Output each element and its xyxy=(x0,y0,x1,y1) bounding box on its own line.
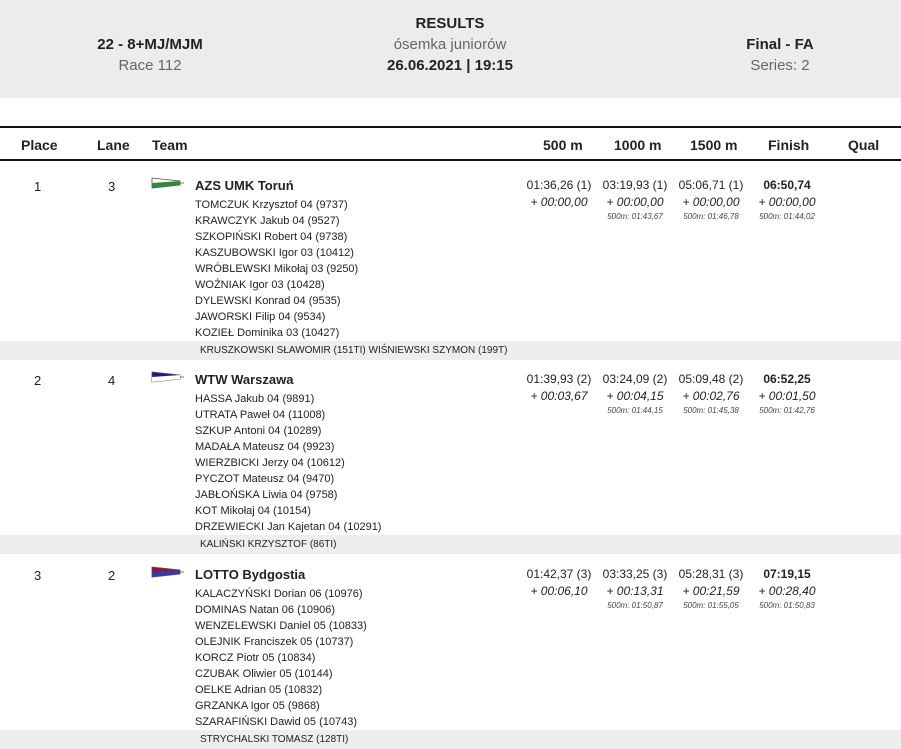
split-500m: 500m: 01:42,76 xyxy=(759,406,815,415)
race-datetime: 26.06.2021 | 19:15 xyxy=(387,57,513,74)
split-500m: 500m: 01:45,38 xyxy=(683,406,739,415)
col-qual: Qual xyxy=(848,137,880,153)
split-time: 05:28,31 (3) xyxy=(678,567,744,581)
race-series: Series: 2 xyxy=(750,57,810,74)
table-row xyxy=(0,553,901,748)
split-500m: 500m: 01:50,83 xyxy=(759,601,815,610)
page-title: RESULTS xyxy=(415,15,485,32)
crew-member: HASSA Jakub 04 (9891) xyxy=(195,393,315,405)
race-number: Race 112 xyxy=(118,57,182,74)
split-cell xyxy=(671,371,751,417)
crew-member: MADAŁA Mateusz 04 (9923) xyxy=(195,441,335,453)
crew-member: SZKOPIŃSKI Robert 04 (9738) xyxy=(195,231,348,243)
split-time: 07:19,15 xyxy=(763,567,811,581)
split-delta: + 00:21,59 xyxy=(682,584,740,598)
split-cell xyxy=(519,371,599,405)
split-cell xyxy=(747,566,827,612)
split-time: 05:06,71 (1) xyxy=(678,178,744,192)
split-time: 05:09,48 (2) xyxy=(678,372,744,386)
crew-member: UTRATA Paweł 04 (11008) xyxy=(195,409,326,421)
col-lane: Lane xyxy=(97,137,130,153)
results-header xyxy=(0,0,901,98)
split-500m: 500m: 01:43,67 xyxy=(607,212,663,221)
col-finish: Finish xyxy=(768,137,810,153)
crew-list xyxy=(195,391,381,535)
split-cell xyxy=(519,177,599,211)
phase-info xyxy=(680,35,880,77)
split-cell xyxy=(519,566,599,600)
crew-member: KORCZ Piotr 05 (10834) xyxy=(195,652,316,664)
split-500m: 500m: 01:46,78 xyxy=(683,212,739,221)
split-delta: + 00:01,50 xyxy=(758,389,816,403)
crew-member: JABŁOŃSKA Liwia 04 (9758) xyxy=(195,489,338,501)
col-1000m: 1000 m xyxy=(614,137,662,153)
split-time: 06:50,74 xyxy=(763,178,811,192)
coach-names: KALIŃSKI KRZYSZTOF (86TI) xyxy=(200,539,337,550)
split-cell xyxy=(595,371,675,417)
crew-member: JAWORSKI Filip 04 (9534) xyxy=(195,311,326,323)
coach-names: STRYCHALSKI TOMASZ (128TI) xyxy=(200,734,349,745)
table-row xyxy=(0,358,901,553)
split-time: 01:36,26 (1) xyxy=(526,178,592,192)
split-time: 01:42,37 (3) xyxy=(526,567,592,581)
split-delta: + 00:02,76 xyxy=(682,389,740,403)
crew-member: DRZEWIECKI Jan Kajetan 04 (10291) xyxy=(195,521,382,533)
table-header xyxy=(0,126,901,161)
crew-member: DOMINAS Natan 06 (10906) xyxy=(195,604,336,616)
crew-member: KOZIEŁ Dominika 03 (10427) xyxy=(195,327,340,339)
crew-member: SZARAFIŃSKI Dawid 05 (10743) xyxy=(195,716,358,728)
race-phase: Final - FA xyxy=(746,36,814,53)
split-500m: 500m: 01:50,87 xyxy=(607,601,663,610)
split-delta: + 00:03,67 xyxy=(530,389,588,403)
crew-member: WENZELEWSKI Daniel 05 (10833) xyxy=(195,620,367,632)
row-place: 2 xyxy=(34,373,42,388)
team-name[interactable]: AZS UMK Toruń xyxy=(195,178,294,193)
split-time: 03:19,93 (1) xyxy=(602,178,668,192)
crew-member: OLEJNIK Franciszek 05 (10737) xyxy=(195,636,354,648)
crew-member: KOT Mikołaj 04 (10154) xyxy=(195,505,311,517)
split-time: 06:52,25 xyxy=(763,372,811,386)
event-subtitle: ósemka juniorów xyxy=(393,36,507,53)
col-1500m: 1500 m xyxy=(690,137,738,153)
crew-member: KASZUBOWSKI Igor 03 (10412) xyxy=(195,247,354,259)
table-row xyxy=(0,164,901,359)
split-cell xyxy=(747,371,827,417)
row-place: 1 xyxy=(34,179,42,194)
row-lane: 3 xyxy=(108,179,116,194)
crew-member: SZKUP Antoni 04 (10289) xyxy=(195,425,322,437)
team-name[interactable]: WTW Warszawa xyxy=(195,372,294,387)
row-lane: 4 xyxy=(108,373,116,388)
crew-member: KALACZYŃSKI Dorian 06 (10976) xyxy=(195,588,363,600)
coach-row xyxy=(0,730,901,749)
title-block xyxy=(320,14,580,76)
event-code: 22 - 8+MJ/MJM xyxy=(97,36,203,53)
crew-member: KRAWCZYK Jakub 04 (9527) xyxy=(195,215,340,227)
blade-flag-icon xyxy=(150,176,184,190)
crew-member: CZUBAK Oliwier 05 (10144) xyxy=(195,668,333,680)
crew-member: WRÓBLEWSKI Mikołaj 03 (9250) xyxy=(195,263,359,275)
split-delta: + 00:13,31 xyxy=(606,584,664,598)
split-cell xyxy=(671,566,751,612)
split-delta: + 00:00,00 xyxy=(758,195,816,209)
blade-flag-icon xyxy=(150,565,184,579)
crew-member: GRZANKA Igor 05 (9868) xyxy=(195,700,320,712)
coach-names: KRUSZKOWSKI SŁAWOMIR (151TI) WIŚNIEWSKI SZYMON (199T) xyxy=(200,345,508,356)
split-delta: + 00:04,15 xyxy=(606,389,664,403)
team-name[interactable]: LOTTO Bydgostia xyxy=(195,567,306,582)
col-place: Place xyxy=(21,137,58,153)
split-cell xyxy=(595,566,675,612)
row-lane: 2 xyxy=(108,568,116,583)
event-info xyxy=(40,35,260,77)
split-time: 03:24,09 (2) xyxy=(602,372,668,386)
crew-member: PYCZOT Mateusz 04 (9470) xyxy=(195,473,335,485)
split-delta: + 00:06,10 xyxy=(530,584,588,598)
crew-member: DYLEWSKI Konrad 04 (9535) xyxy=(195,295,341,307)
split-delta: + 00:00,00 xyxy=(606,195,664,209)
col-team: Team xyxy=(152,137,188,153)
crew-member: OELKE Adrian 05 (10832) xyxy=(195,684,323,696)
col-500m: 500 m xyxy=(543,137,583,153)
split-delta: + 00:00,00 xyxy=(682,195,740,209)
split-time: 03:33,25 (3) xyxy=(602,567,668,581)
crew-list xyxy=(195,586,367,730)
split-cell xyxy=(595,177,675,223)
crew-member: WIERZBICKI Jerzy 04 (10612) xyxy=(195,457,345,469)
split-time: 01:39,93 (2) xyxy=(526,372,592,386)
crew-list xyxy=(195,197,358,341)
split-500m: 500m: 01:44,02 xyxy=(759,212,815,221)
crew-member: TOMCZUK Krzysztof 04 (9737) xyxy=(195,199,348,211)
crew-member: WOŹNIAK Igor 03 (10428) xyxy=(195,279,325,291)
split-delta: + 00:00,00 xyxy=(530,195,588,209)
blade-flag-icon xyxy=(150,370,184,384)
split-cell xyxy=(747,177,827,223)
coach-row xyxy=(0,535,901,554)
split-cell xyxy=(671,177,751,223)
row-place: 3 xyxy=(34,568,42,583)
split-delta: + 00:28,40 xyxy=(758,584,816,598)
split-500m: 500m: 01:44,15 xyxy=(607,406,663,415)
split-500m: 500m: 01:55,05 xyxy=(683,601,739,610)
